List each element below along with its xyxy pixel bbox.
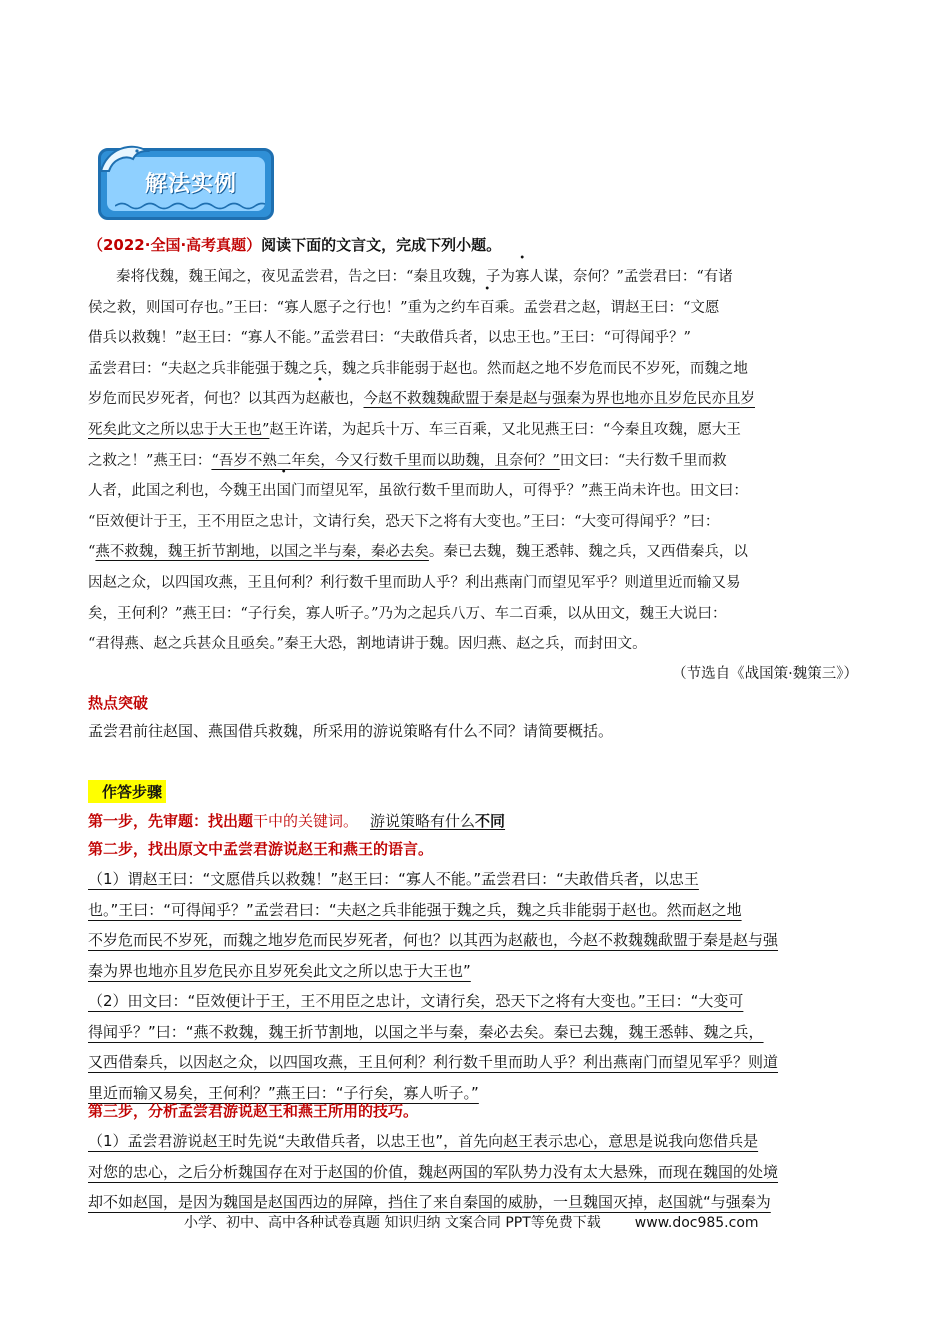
badge-title: 解法实例 [145,172,238,197]
hotspot-question: 孟尝君前往赵国、燕国借兵救魏，所采用的游说策略有什么不同？请简要概括。 [88,722,614,740]
footer-text: 小学、初中、高中各种试卷真题 知识归纳 文案合同 PPT等免费下载 [184,1215,601,1231]
exam-source: （2022·全国·高考真题） [88,236,262,254]
footer-url[interactable]: www.doc985.com [634,1215,759,1231]
passage-line: 因赵之众，以四国攻燕，王且何利？利行数千里而助人乎？利出燕南门而望见军乎？则道里近而输又易 [88,574,741,591]
step3-line: 对您的忠心，之后分析魏国存在对于赵国的价值，魏赵两国的军队势力没有太大悬殊，而现在魏国的处境 [88,1162,779,1181]
step2-block [88,864,862,1108]
wave-icon [115,201,265,211]
headline-text: 阅读下面的文言文，完成下列小题。 [261,236,502,254]
passage-line: 之救之！”燕王曰：“吾岁不熟二年矣，今又行数千里而以助魏，且奈何？”田文曰：“夫行数千里而救 [88,452,727,469]
step2-line: 里近而输又易矣，王何利？”燕王曰：“子行矣，寡人听子。” [88,1083,479,1102]
step1-keywords: 游说策略有什么不同 [370,812,506,830]
passage-source: （节选自《战国策·魏策三》） [672,666,858,682]
step3-line: 却不如赵国，是因为魏国是赵国西边的屏障，挡住了来自秦国的威胁，一旦魏国灭掉，赵国就“与强秦为 [88,1193,771,1211]
steps-label: 作答步骤 [88,780,166,803]
passage-line: 孟尝君曰：“夫赵之兵非能强于魏之兵，魏之兵非能弱于赵也。然而赵之地不岁危而民不岁死，而魏之地 [88,360,748,377]
step3-line: （1）孟尝君游说赵王时先说“夫敢借兵者，以忠王也”，首先向赵王表示忠心，意思是说我向您借兵是 [88,1132,759,1150]
passage-line: 死矣此文之所以忠于大王也”赵王许诺，为起兵十万、车三百乘，又北见燕王曰：“今秦且攻魏，愿大王 [88,421,741,438]
step2-line: 秦为界也地亦且岁危民亦且岁死矣此文之所以忠于大王也” [88,961,471,980]
step2-line: 不岁危而民不岁死，而魏之地岁危而民岁死者，何也？以其西为赵蔽也，今赵不救魏魏歃盟于秦是赵与强 [88,931,779,949]
step2-line: （2）田文曰：“臣效便计于王，王不用臣之忠计，文请行矣，恐天下之将有大变也。”王曰：“大变可 [88,992,744,1010]
step2-line: 也。”王曰：“可得闻乎？”孟尝君曰：“夫赵之兵非能强于魏之兵，魏之兵非能弱于赵也。然而赵之地 [88,900,742,919]
page-footer [184,1212,759,1232]
passage-line: 矣，王何利？”燕王曰：“子行矣，寡人听子。”乃为之起兵八万、车二百乘，以从田文，魏王大说曰： [88,605,727,622]
passage-line: 借兵以救魏！”赵王曰：“寡人不能。”孟尝君曰：“夫敢借兵者，以忠王也。”王曰：“可得闻乎？” [88,330,691,347]
step1: 第一步，先审题：找出题干中的关键词。 游说策略有什么不同 [88,812,506,830]
step2-line: （1）谓赵王曰：“文愿借兵以救魏！”赵王曰：“寡人不能。”孟尝君曰：“夫敢借兵者，以忠王 [88,870,699,888]
passage-line: “君得燕、赵之兵甚众且亟矣。”秦王大恐，割地请讲于魏。因归燕、赵之兵，而封田文。 [88,636,647,653]
passage-line: 侯之救，则国可存也。”王曰：“寡人愿子之行也！”重为之约车百乘。孟尝君之赵，谓赵王曰：“文愿 [88,299,720,316]
classical-passage [88,262,862,660]
step3-block [88,1126,862,1218]
passage-line: “燕不救魏，魏王折节割地，以国之半与秦，秦必去矣。秦已去魏，魏王悉韩、魏之兵，又西借秦兵，以 [88,544,748,561]
question-headline [88,234,501,255]
section-badge [98,148,274,220]
hotspot-title: 热点突破 [88,694,149,712]
step3-title: 第三步，分析孟尝君游说赵王和燕王所用的技巧。 [88,1102,419,1120]
passage-line: 人者，此国之利也，今魏王出国门而望见军，虽欲行数千里而助人，可得乎？”燕王尚未许也。田文曰： [88,483,748,500]
passage-line: 岁危而民岁死者，何也？以其西为赵蔽也，今赵不救魏魏歃盟于秦是赵与强秦为界也地亦且岁危民亦且岁 [88,391,755,408]
step2-line: 得闻乎？”曰：“燕不救魏，魏王折节割地，以国之半与秦，秦必去矣。秦已去魏，魏王悉韩、魏之兵， [88,1022,764,1041]
passage-line: 秦将伐魏，魏王闻之，夜见孟尝君，告之曰：“秦且攻魏，子为寡人谋，奈何？”孟尝君曰：“有诸 [116,269,733,285]
step2-title: 第二步，找出原文中孟尝君游说赵王和燕王的语言。 [88,840,434,858]
step2-line: 又西借秦兵，以因赵之众，以四国攻燕，王且何利？利行数千里而助人乎？利出燕南门而望见军乎？则道 [88,1053,779,1071]
passage-line: “臣效便计于王，王不用臣之忠计，文请行矣，恐天下之将有大变也。”王曰：“大变可得闻乎？”曰： [88,513,720,530]
